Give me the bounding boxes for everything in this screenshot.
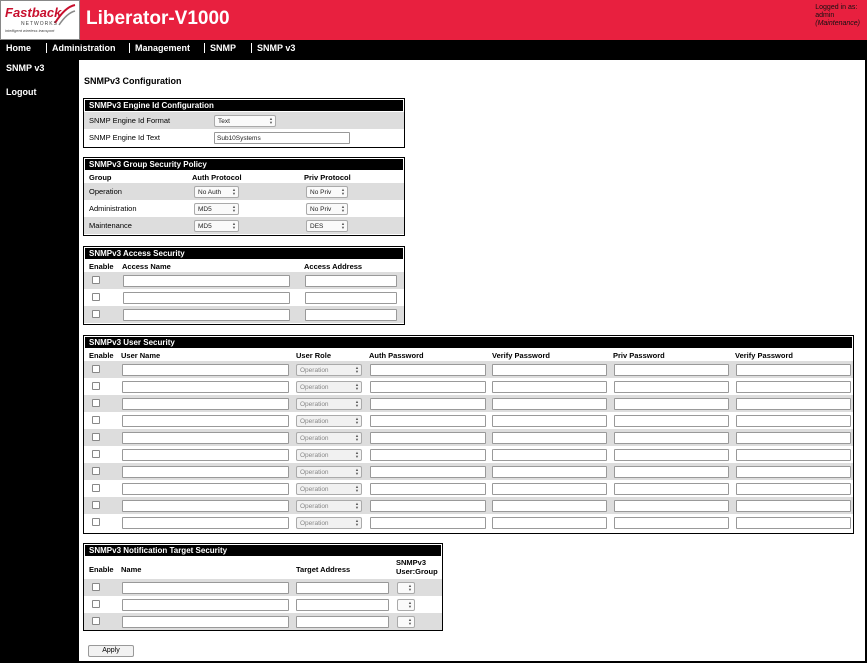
login-user: admin — [815, 12, 835, 19]
spinner-arrows-icon: ▲ ▼ — [355, 450, 359, 459]
auth-protocol-select[interactable] — [194, 203, 239, 215]
enable-checkbox[interactable] — [92, 450, 100, 458]
nav-management[interactable]: Management — [129, 43, 190, 53]
col-priv-password: Priv Password — [613, 351, 665, 360]
verify-priv-password-input[interactable] — [736, 500, 851, 512]
user-group-select[interactable] — [397, 582, 415, 594]
nav-snmp-v3[interactable]: SNMP v3 — [251, 43, 295, 53]
col-enable: Enable — [89, 565, 114, 574]
user-role-select[interactable] — [296, 415, 362, 427]
group-policy-panel — [83, 157, 405, 236]
access-panel-title: SNMPv3 Access Security — [85, 248, 403, 259]
user-row — [84, 446, 853, 463]
verify-auth-password-input[interactable] — [492, 415, 607, 427]
col-priv-protocol: Priv Protocol — [304, 173, 351, 182]
col-verify-password: Verify Password — [492, 351, 550, 360]
enable-checkbox[interactable] — [92, 433, 100, 441]
user-role-select[interactable] — [296, 398, 362, 410]
nav-administration[interactable]: Administration — [46, 43, 116, 53]
user-row — [84, 514, 853, 531]
auth-password-input[interactable] — [370, 500, 486, 512]
notification-row — [84, 596, 442, 613]
user-role-value: Operation — [300, 435, 329, 442]
verify-priv-password-input[interactable] — [736, 398, 851, 410]
auth-protocol-value: MD5 — [198, 223, 212, 230]
user-panel-title: SNMPv3 User Security — [85, 337, 852, 348]
auth-password-input[interactable] — [370, 364, 486, 376]
access-address-input[interactable] — [305, 275, 397, 287]
access-security-panel — [83, 246, 405, 325]
enable-checkbox[interactable] — [92, 518, 100, 526]
priv-protocol-value: No Priv — [310, 189, 332, 196]
spinner-arrows-icon: ▲ ▼ — [355, 365, 359, 374]
priv-password-input[interactable] — [614, 381, 729, 393]
enable-checkbox[interactable] — [92, 310, 100, 318]
auth-password-input[interactable] — [370, 449, 486, 461]
priv-protocol-select[interactable] — [306, 220, 348, 232]
spinner-arrows-icon: ▲ ▼ — [408, 600, 412, 609]
user-row — [84, 361, 853, 378]
access-name-input[interactable] — [123, 275, 290, 287]
user-role-select[interactable] — [296, 483, 362, 495]
verify-priv-password-input[interactable] — [736, 517, 851, 529]
engine-format-value: Text — [218, 118, 230, 125]
group-name: Administration — [89, 204, 137, 213]
access-headers — [84, 260, 404, 272]
user-role-select[interactable] — [296, 432, 362, 444]
engine-format-label: SNMP Engine Id Format — [89, 116, 171, 125]
auth-password-input[interactable] — [370, 398, 486, 410]
verify-priv-password-input[interactable] — [736, 415, 851, 427]
notification-name-input[interactable] — [122, 582, 289, 594]
user-rows — [84, 361, 853, 531]
priv-password-input[interactable] — [614, 517, 729, 529]
user-name-input[interactable] — [122, 500, 289, 512]
engine-format-select[interactable] — [214, 115, 276, 127]
logo-brand: Fastback — [5, 5, 62, 20]
access-row — [84, 289, 404, 306]
enable-checkbox[interactable] — [92, 416, 100, 424]
col-access-name: Access Name — [122, 262, 171, 271]
priv-protocol-value: No Priv — [310, 206, 332, 213]
auth-protocol-select[interactable] — [194, 220, 239, 232]
target-address-input[interactable] — [296, 616, 389, 628]
login-info — [815, 4, 860, 28]
spinner-arrows-icon: ▲ ▼ — [355, 467, 359, 476]
verify-auth-password-input[interactable] — [492, 517, 607, 529]
notification-row — [84, 613, 442, 630]
spinner-arrows-icon: ▲ ▼ — [355, 399, 359, 408]
auth-password-input[interactable] — [370, 415, 486, 427]
enable-checkbox[interactable] — [92, 583, 100, 591]
user-row — [84, 497, 853, 514]
auth-password-input[interactable] — [370, 381, 486, 393]
spinner-arrows-icon: ▲ ▼ — [232, 187, 236, 196]
access-address-input[interactable] — [305, 309, 397, 321]
auth-password-input[interactable] — [370, 517, 486, 529]
col-enable: Enable — [89, 351, 114, 360]
priv-protocol-select[interactable] — [306, 203, 348, 215]
nav-snmp[interactable]: SNMP — [204, 43, 236, 53]
verify-auth-password-input[interactable] — [492, 381, 607, 393]
engine-id-panel — [83, 98, 405, 148]
logo-tagline: intelligent wireless transport — [5, 28, 55, 33]
spinner-arrows-icon: ▲ ▼ — [355, 484, 359, 493]
priv-password-input[interactable] — [614, 483, 729, 495]
col-auth-protocol: Auth Protocol — [192, 173, 242, 182]
enable-checkbox[interactable] — [92, 617, 100, 625]
auth-password-input[interactable] — [370, 466, 486, 478]
user-name-input[interactable] — [122, 398, 289, 410]
enable-checkbox[interactable] — [92, 276, 100, 284]
user-name-input[interactable] — [122, 483, 289, 495]
user-name-input[interactable] — [122, 517, 289, 529]
verify-auth-password-input[interactable] — [492, 449, 607, 461]
spinner-arrows-icon: ▲ ▼ — [355, 518, 359, 527]
col-user-name: User Name — [121, 351, 161, 360]
group-headers — [84, 171, 404, 183]
priv-password-input[interactable] — [614, 364, 729, 376]
spinner-arrows-icon: ▲ ▼ — [232, 204, 236, 213]
login-role: (Maintenance) — [815, 20, 860, 27]
enable-checkbox[interactable] — [92, 382, 100, 390]
logo-sub: NETWORKS — [21, 21, 58, 27]
user-name-input[interactable] — [122, 364, 289, 376]
enable-checkbox[interactable] — [92, 600, 100, 608]
col-group: Group — [89, 173, 112, 182]
user-role-value: Operation — [300, 384, 329, 391]
priv-password-input[interactable] — [614, 432, 729, 444]
user-role-value: Operation — [300, 520, 329, 527]
group-panel-title: SNMPv3 Group Security Policy — [85, 159, 403, 170]
user-role-select[interactable] — [296, 466, 362, 478]
user-role-value: Operation — [300, 486, 329, 493]
user-row — [84, 412, 853, 429]
user-role-select[interactable] — [296, 500, 362, 512]
engine-text-input[interactable] — [214, 132, 350, 144]
engine-text-label: SNMP Engine Id Text — [89, 133, 161, 142]
group-row-administration — [84, 200, 404, 217]
col-snmpv3: SNMPv3 — [396, 558, 427, 567]
col-name: Name — [121, 565, 142, 574]
access-row — [84, 306, 404, 323]
user-security-panel — [83, 335, 854, 534]
access-row — [84, 272, 404, 289]
app-title: Liberator-V1000 — [86, 8, 230, 29]
user-row — [84, 395, 853, 412]
user-row — [84, 429, 853, 446]
user-name-input[interactable] — [122, 449, 289, 461]
verify-auth-password-input[interactable] — [492, 364, 607, 376]
user-headers — [84, 349, 853, 361]
verify-priv-password-input[interactable] — [736, 432, 851, 444]
target-address-input[interactable] — [296, 582, 389, 594]
col-verify-priv-password: Verify Password — [735, 351, 793, 360]
group-row-operation — [84, 183, 404, 200]
enable-checkbox[interactable] — [92, 467, 100, 475]
enable-checkbox[interactable] — [92, 501, 100, 509]
verify-auth-password-input[interactable] — [492, 483, 607, 495]
user-role-select[interactable] — [296, 381, 362, 393]
spinner-arrows-icon: ▲ ▼ — [408, 617, 412, 626]
top-nav — [0, 40, 867, 60]
spinner-arrows-icon: ▲ ▼ — [269, 116, 273, 125]
enable-checkbox[interactable] — [92, 365, 100, 373]
spinner-arrows-icon: ▲ ▼ — [355, 382, 359, 391]
verify-priv-password-input[interactable] — [736, 466, 851, 478]
spinner-arrows-icon: ▲ ▼ — [341, 204, 345, 213]
verify-priv-password-input[interactable] — [736, 381, 851, 393]
col-enable: Enable — [89, 262, 114, 271]
col-user-group: User:Group — [396, 567, 438, 576]
user-role-value: Operation — [300, 503, 329, 510]
auth-password-input[interactable] — [370, 432, 486, 444]
enable-checkbox[interactable] — [92, 293, 100, 301]
user-group-select[interactable] — [397, 599, 415, 611]
login-label: Logged in as: — [815, 4, 858, 11]
col-auth-password: Auth Password — [369, 351, 424, 360]
verify-auth-password-input[interactable] — [492, 466, 607, 478]
app-header — [0, 0, 867, 40]
auth-protocol-value: MD5 — [198, 206, 212, 213]
spinner-arrows-icon: ▲ ▼ — [341, 187, 345, 196]
priv-password-input[interactable] — [614, 500, 729, 512]
user-name-input[interactable] — [122, 466, 289, 478]
user-row — [84, 378, 853, 395]
notification-headers — [84, 557, 442, 579]
user-name-input[interactable] — [122, 415, 289, 427]
user-role-select[interactable] — [296, 517, 362, 529]
user-role-value: Operation — [300, 367, 329, 374]
spinner-arrows-icon: ▲ ▼ — [355, 433, 359, 442]
verify-auth-password-input[interactable] — [492, 500, 607, 512]
notification-row — [84, 579, 442, 596]
priv-password-input[interactable] — [614, 449, 729, 461]
verify-auth-password-input[interactable] — [492, 398, 607, 410]
user-row — [84, 480, 853, 497]
auth-protocol-value: No Auth — [198, 189, 222, 196]
user-role-value: Operation — [300, 418, 329, 425]
user-role-select[interactable] — [296, 449, 362, 461]
sidebar-item-snmp-v3[interactable]: SNMP v3 — [6, 63, 45, 73]
priv-password-input[interactable] — [614, 398, 729, 410]
col-target-address: Target Address — [296, 565, 351, 574]
auth-password-input[interactable] — [370, 483, 486, 495]
sidebar-item-logout[interactable]: Logout — [6, 87, 37, 97]
engine-panel-title: SNMPv3 Engine Id Configuration — [85, 100, 403, 111]
user-role-value: Operation — [300, 401, 329, 408]
fastback-logo — [0, 0, 80, 40]
auth-protocol-select[interactable] — [194, 186, 239, 198]
main-content — [79, 60, 865, 661]
spinner-arrows-icon: ▲ ▼ — [355, 416, 359, 425]
group-name: Maintenance — [89, 221, 132, 230]
verify-priv-password-input[interactable] — [736, 364, 851, 376]
verify-auth-password-input[interactable] — [492, 432, 607, 444]
access-name-input[interactable] — [123, 292, 290, 304]
notification-name-input[interactable] — [122, 616, 289, 628]
group-row-maintenance — [84, 217, 404, 234]
apply-button[interactable]: Apply — [88, 645, 134, 657]
enable-checkbox[interactable] — [92, 484, 100, 492]
enable-checkbox[interactable] — [92, 399, 100, 407]
page-title: SNMPv3 Configuration — [84, 76, 182, 86]
notification-name-input[interactable] — [122, 599, 289, 611]
target-address-input[interactable] — [296, 599, 389, 611]
priv-protocol-value: DES — [310, 223, 324, 230]
priv-password-input[interactable] — [614, 415, 729, 427]
verify-priv-password-input[interactable] — [736, 483, 851, 495]
user-group-select[interactable] — [397, 616, 415, 628]
user-name-input[interactable] — [122, 432, 289, 444]
user-role-select[interactable] — [296, 364, 362, 376]
spinner-arrows-icon: ▲ ▼ — [355, 501, 359, 510]
user-role-value: Operation — [300, 469, 329, 476]
spinner-arrows-icon: ▲ ▼ — [408, 583, 412, 592]
spinner-arrows-icon: ▲ ▼ — [232, 221, 236, 230]
user-name-input[interactable] — [122, 381, 289, 393]
col-access-address: Access Address — [304, 262, 363, 271]
access-address-input[interactable] — [305, 292, 397, 304]
access-name-input[interactable] — [123, 309, 290, 321]
verify-priv-password-input[interactable] — [736, 449, 851, 461]
col-user-role: User Role — [296, 351, 332, 360]
notification-target-panel — [83, 543, 443, 631]
group-name: Operation — [89, 187, 122, 196]
priv-protocol-select[interactable] — [306, 186, 348, 198]
engine-format-row — [84, 112, 404, 129]
nav-home[interactable]: Home — [6, 43, 32, 53]
engine-text-row — [84, 129, 404, 146]
spinner-arrows-icon: ▲ ▼ — [341, 221, 345, 230]
user-row — [84, 463, 853, 480]
notification-panel-title: SNMPv3 Notification Target Security — [85, 545, 441, 556]
user-role-value: Operation — [300, 452, 329, 459]
priv-password-input[interactable] — [614, 466, 729, 478]
